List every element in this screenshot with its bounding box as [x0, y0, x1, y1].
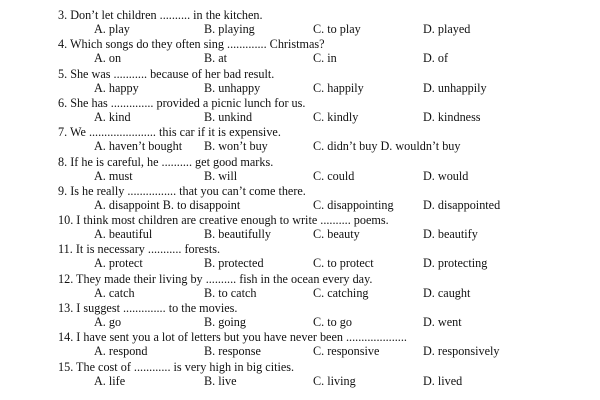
answer-option: B. response [204, 344, 261, 358]
answer-option: C. responsive [313, 344, 380, 358]
answer-options-row [0, 110, 600, 124]
answer-options-row [0, 22, 600, 36]
answer-option: B. unkind [204, 110, 253, 124]
answer-option: D. responsively [423, 344, 500, 358]
answer-options-row [0, 169, 600, 183]
answer-option: A. on [94, 51, 122, 65]
answer-option: A. protect [94, 256, 143, 270]
answer-option: D. protecting [423, 256, 488, 270]
answer-options-row [0, 344, 600, 358]
answer-option: A. kind [94, 110, 131, 124]
answer-options-row [0, 81, 600, 95]
question-stem: 13. I suggest .............. to the movies. [58, 301, 238, 315]
answer-option: A. haven’t bought [94, 139, 183, 153]
answer-option: C. to go [313, 315, 352, 329]
answer-option: A. go [94, 315, 122, 329]
answer-option: D. unhappily [423, 81, 487, 95]
answer-option: A. respond [94, 344, 148, 358]
answer-options-row [0, 374, 600, 388]
answer-option: D. beautify [423, 227, 478, 241]
answer-option: C. disappointing [313, 198, 394, 212]
answer-option: B. going [204, 315, 246, 329]
answer-option: A. disappoint B. to disappoint [94, 198, 241, 212]
answer-option: B. will [204, 169, 238, 183]
answer-option: B. live [204, 374, 237, 388]
question-stem: 15. The cost of ............ is very high in big cities. [58, 360, 295, 374]
answer-option: C. happily [313, 81, 364, 95]
answer-option: C. kindly [313, 110, 359, 124]
answer-option: B. unhappy [204, 81, 261, 95]
answer-option: C. catching [313, 286, 369, 300]
question-stem: 5. She was ........... because of her bad result. [58, 67, 275, 81]
question-stem: 3. Don’t let children .......... in the kitchen. [58, 8, 263, 22]
question-stem: 12. They made their living by .......... fish in the ocean every day. [58, 272, 373, 286]
answer-option: A. happy [94, 81, 139, 95]
answer-option: D. lived [423, 374, 463, 388]
question-stem: 10. I think most children are creative enough to write .......... poems. [58, 213, 389, 227]
answer-options-row [0, 227, 600, 241]
question-stem: 4. Which songs do they often sing ............. Christmas? [58, 37, 325, 51]
answer-option: A. catch [94, 286, 135, 300]
question-stem: 14. I have sent you a lot of letters but you have never been .................... [58, 330, 407, 344]
answer-option: A. beautiful [94, 227, 153, 241]
answer-option: B. to catch [204, 286, 257, 300]
answer-option: D. caught [423, 286, 471, 300]
answer-option: C. beauty [313, 227, 360, 241]
answer-options-row [0, 286, 600, 300]
question-stem: 6. She has .............. provided a picnic lunch for us. [58, 96, 306, 110]
answer-option: D. kindness [423, 110, 481, 124]
question-stem: 11. It is necessary ........... forests. [58, 242, 221, 256]
answer-option: C. didn’t buy D. wouldn’t buy [313, 139, 461, 153]
answer-option: B. playing [204, 22, 255, 36]
question-stem: 9. Is he really ................ that you can’t come there. [58, 184, 306, 198]
answer-option: D. of [423, 51, 449, 65]
answer-option: B. won’t buy [204, 139, 268, 153]
question-stem: 8. If he is careful, he .......... get good marks. [58, 155, 274, 169]
question-stem: 7. We ...................... this car if it is expensive. [58, 125, 281, 139]
answer-option: D. disappointed [423, 198, 501, 212]
answer-options-row [0, 256, 600, 270]
answer-options-row [0, 139, 600, 153]
answer-option: C. to play [313, 22, 361, 36]
answer-option: A. must [94, 169, 133, 183]
answer-options-row [0, 198, 600, 212]
answer-option: A. play [94, 22, 130, 36]
answer-option: D. played [423, 22, 471, 36]
answer-option: D. went [423, 315, 462, 329]
answer-option: C. living [313, 374, 356, 388]
answer-option: D. would [423, 169, 469, 183]
answer-option: C. in [313, 51, 337, 65]
answer-options-row [0, 315, 600, 329]
answer-option: B. protected [204, 256, 264, 270]
answer-options-row [0, 51, 600, 65]
answer-option: C. to protect [313, 256, 374, 270]
answer-option: B. beautifully [204, 227, 272, 241]
answer-option: C. could [313, 169, 355, 183]
answer-option: B. at [204, 51, 228, 65]
answer-option: A. life [94, 374, 126, 388]
